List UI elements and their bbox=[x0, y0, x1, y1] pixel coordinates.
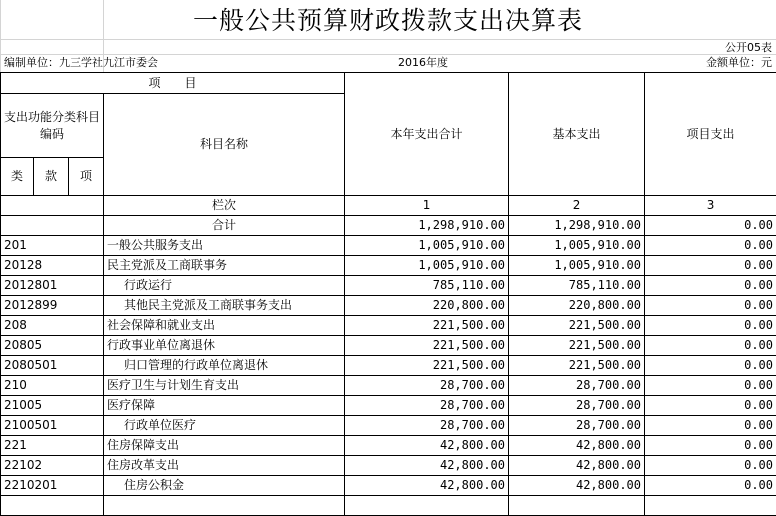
row-subject-name: 医疗卫生与计划生育支出 bbox=[104, 376, 345, 396]
table-row bbox=[1, 276, 776, 296]
amount-unit: 金额单位：元 bbox=[706, 56, 772, 70]
header-project-expense: 项目支出 bbox=[645, 73, 776, 196]
row-total-expense: 28,700.00 bbox=[345, 396, 509, 416]
row-project-expense: 0.00 bbox=[645, 296, 776, 316]
row-code: 2012801 bbox=[1, 276, 104, 296]
reporting-unit: 编制单位：九三学社九江市委会 bbox=[4, 56, 158, 70]
row-basic-expense: 785,110.00 bbox=[509, 276, 645, 296]
row-total-expense: 28,700.00 bbox=[345, 376, 509, 396]
header-lei: 类 bbox=[1, 158, 34, 196]
row-subject-name: 行政运行 bbox=[104, 276, 345, 296]
row-total-expense: 1,298,910.00 bbox=[345, 216, 509, 236]
row-basic-expense: 28,700.00 bbox=[509, 376, 645, 396]
row-project-expense: 0.00 bbox=[645, 236, 776, 256]
row-code: 2210201 bbox=[1, 476, 104, 496]
row-project-expense: 0.00 bbox=[645, 316, 776, 336]
expenditure-table bbox=[0, 72, 776, 516]
row-subject-name: 合计 bbox=[104, 216, 345, 236]
row-subject-name: 一般公共服务支出 bbox=[104, 236, 345, 256]
row-basic-expense: 42,800.00 bbox=[509, 476, 645, 496]
row-total-expense: 221,500.00 bbox=[345, 356, 509, 376]
row-basic-expense: 28,700.00 bbox=[509, 416, 645, 436]
row-code: 2080501 bbox=[1, 356, 104, 376]
row-project-expense: 0.00 bbox=[645, 216, 776, 236]
row-total-expense: 220,800.00 bbox=[345, 296, 509, 316]
table-row bbox=[1, 216, 776, 236]
row-code: 20128 bbox=[1, 256, 104, 276]
table-row bbox=[1, 356, 776, 376]
row-project-expense: 0.00 bbox=[645, 276, 776, 296]
row-total-expense: 42,800.00 bbox=[345, 476, 509, 496]
row-code: 21005 bbox=[1, 396, 104, 416]
row-subject-name: 住房公积金 bbox=[104, 476, 345, 496]
row-project-expense: 0.00 bbox=[645, 376, 776, 396]
form-number: 公开05表 bbox=[725, 41, 772, 55]
row-project-expense: 0.00 bbox=[645, 456, 776, 476]
header-kuan: 款 bbox=[34, 158, 69, 196]
header-total-expense: 本年支出合计 bbox=[345, 73, 509, 196]
row-project-expense: 0.00 bbox=[645, 476, 776, 496]
column-number-2: 2 bbox=[509, 196, 645, 216]
table-row bbox=[1, 236, 776, 256]
column-order-label: 栏次 bbox=[104, 196, 345, 216]
row-code: 2100501 bbox=[1, 416, 104, 436]
row-subject-name: 住房改革支出 bbox=[104, 456, 345, 476]
row-code bbox=[1, 216, 104, 236]
header-xiang: 项 bbox=[69, 158, 104, 196]
row-subject-name: 医疗保障 bbox=[104, 396, 345, 416]
row-project-expense: 0.00 bbox=[645, 336, 776, 356]
column-number-3: 3 bbox=[645, 196, 776, 216]
row-total-expense: 785,110.00 bbox=[345, 276, 509, 296]
table-row bbox=[1, 456, 776, 476]
table-row bbox=[1, 256, 776, 276]
table-row bbox=[1, 296, 776, 316]
row-subject-name: 住房保障支出 bbox=[104, 436, 345, 456]
row-total-expense: 221,500.00 bbox=[345, 336, 509, 356]
row-subject-name: 行政事业单位离退休 bbox=[104, 336, 345, 356]
row-subject-name: 行政单位医疗 bbox=[104, 416, 345, 436]
row-code: 221 bbox=[1, 436, 104, 456]
table-row bbox=[1, 496, 776, 516]
column-number-1: 1 bbox=[345, 196, 509, 216]
table-row bbox=[1, 476, 776, 496]
table-row bbox=[1, 436, 776, 456]
row-total-expense bbox=[345, 496, 509, 516]
row-basic-expense: 42,800.00 bbox=[509, 456, 645, 476]
row-project-expense: 0.00 bbox=[645, 436, 776, 456]
table-row bbox=[1, 336, 776, 356]
row-basic-expense: 1,005,910.00 bbox=[509, 236, 645, 256]
table-body bbox=[1, 73, 776, 516]
header-subject-name: 科目名称 bbox=[104, 94, 345, 196]
row-total-expense: 42,800.00 bbox=[345, 456, 509, 476]
row-basic-expense: 221,500.00 bbox=[509, 356, 645, 376]
row-total-expense: 28,700.00 bbox=[345, 416, 509, 436]
row-basic-expense: 1,298,910.00 bbox=[509, 216, 645, 236]
row-subject-name: 民主党派及工商联事务 bbox=[104, 256, 345, 276]
header-row-items bbox=[1, 73, 776, 94]
row-basic-expense: 220,800.00 bbox=[509, 296, 645, 316]
table-row bbox=[1, 316, 776, 336]
row-subject-name: 归口管理的行政单位离退休 bbox=[104, 356, 345, 376]
row-total-expense: 1,005,910.00 bbox=[345, 236, 509, 256]
column-order-blank bbox=[1, 196, 104, 216]
table-row bbox=[1, 396, 776, 416]
row-basic-expense: 221,500.00 bbox=[509, 336, 645, 356]
row-total-expense: 221,500.00 bbox=[345, 316, 509, 336]
table-row bbox=[1, 376, 776, 396]
row-basic-expense bbox=[509, 496, 645, 516]
report-title: 一般公共预算财政拨款支出决算表 bbox=[0, 2, 776, 40]
row-basic-expense: 28,700.00 bbox=[509, 396, 645, 416]
row-total-expense: 1,005,910.00 bbox=[345, 256, 509, 276]
header-item: 项 目 bbox=[1, 73, 345, 94]
row-basic-expense: 221,500.00 bbox=[509, 316, 645, 336]
row-project-expense: 0.00 bbox=[645, 416, 776, 436]
row-code: 201 bbox=[1, 236, 104, 256]
row-project-expense: 0.00 bbox=[645, 396, 776, 416]
row-subject-name: 社会保障和就业支出 bbox=[104, 316, 345, 336]
row-project-expense: 0.00 bbox=[645, 256, 776, 276]
row-total-expense: 42,800.00 bbox=[345, 436, 509, 456]
row-code: 210 bbox=[1, 376, 104, 396]
table-row bbox=[1, 416, 776, 436]
row-subject-name: 其他民主党派及工商联事务支出 bbox=[104, 296, 345, 316]
header-basic-expense: 基本支出 bbox=[509, 73, 645, 196]
grid-line bbox=[0, 54, 776, 55]
row-basic-expense: 1,005,910.00 bbox=[509, 256, 645, 276]
row-project-expense bbox=[645, 496, 776, 516]
row-code: 22102 bbox=[1, 456, 104, 476]
column-order-row bbox=[1, 196, 776, 216]
report-year: 2016年度 bbox=[398, 56, 448, 70]
row-subject-name bbox=[104, 496, 345, 516]
row-code: 20805 bbox=[1, 336, 104, 356]
row-code: 208 bbox=[1, 316, 104, 336]
header-function-code: 支出功能分类科目编码 bbox=[1, 94, 104, 158]
row-project-expense: 0.00 bbox=[645, 356, 776, 376]
row-basic-expense: 42,800.00 bbox=[509, 436, 645, 456]
row-code bbox=[1, 496, 104, 516]
row-code: 2012899 bbox=[1, 296, 104, 316]
